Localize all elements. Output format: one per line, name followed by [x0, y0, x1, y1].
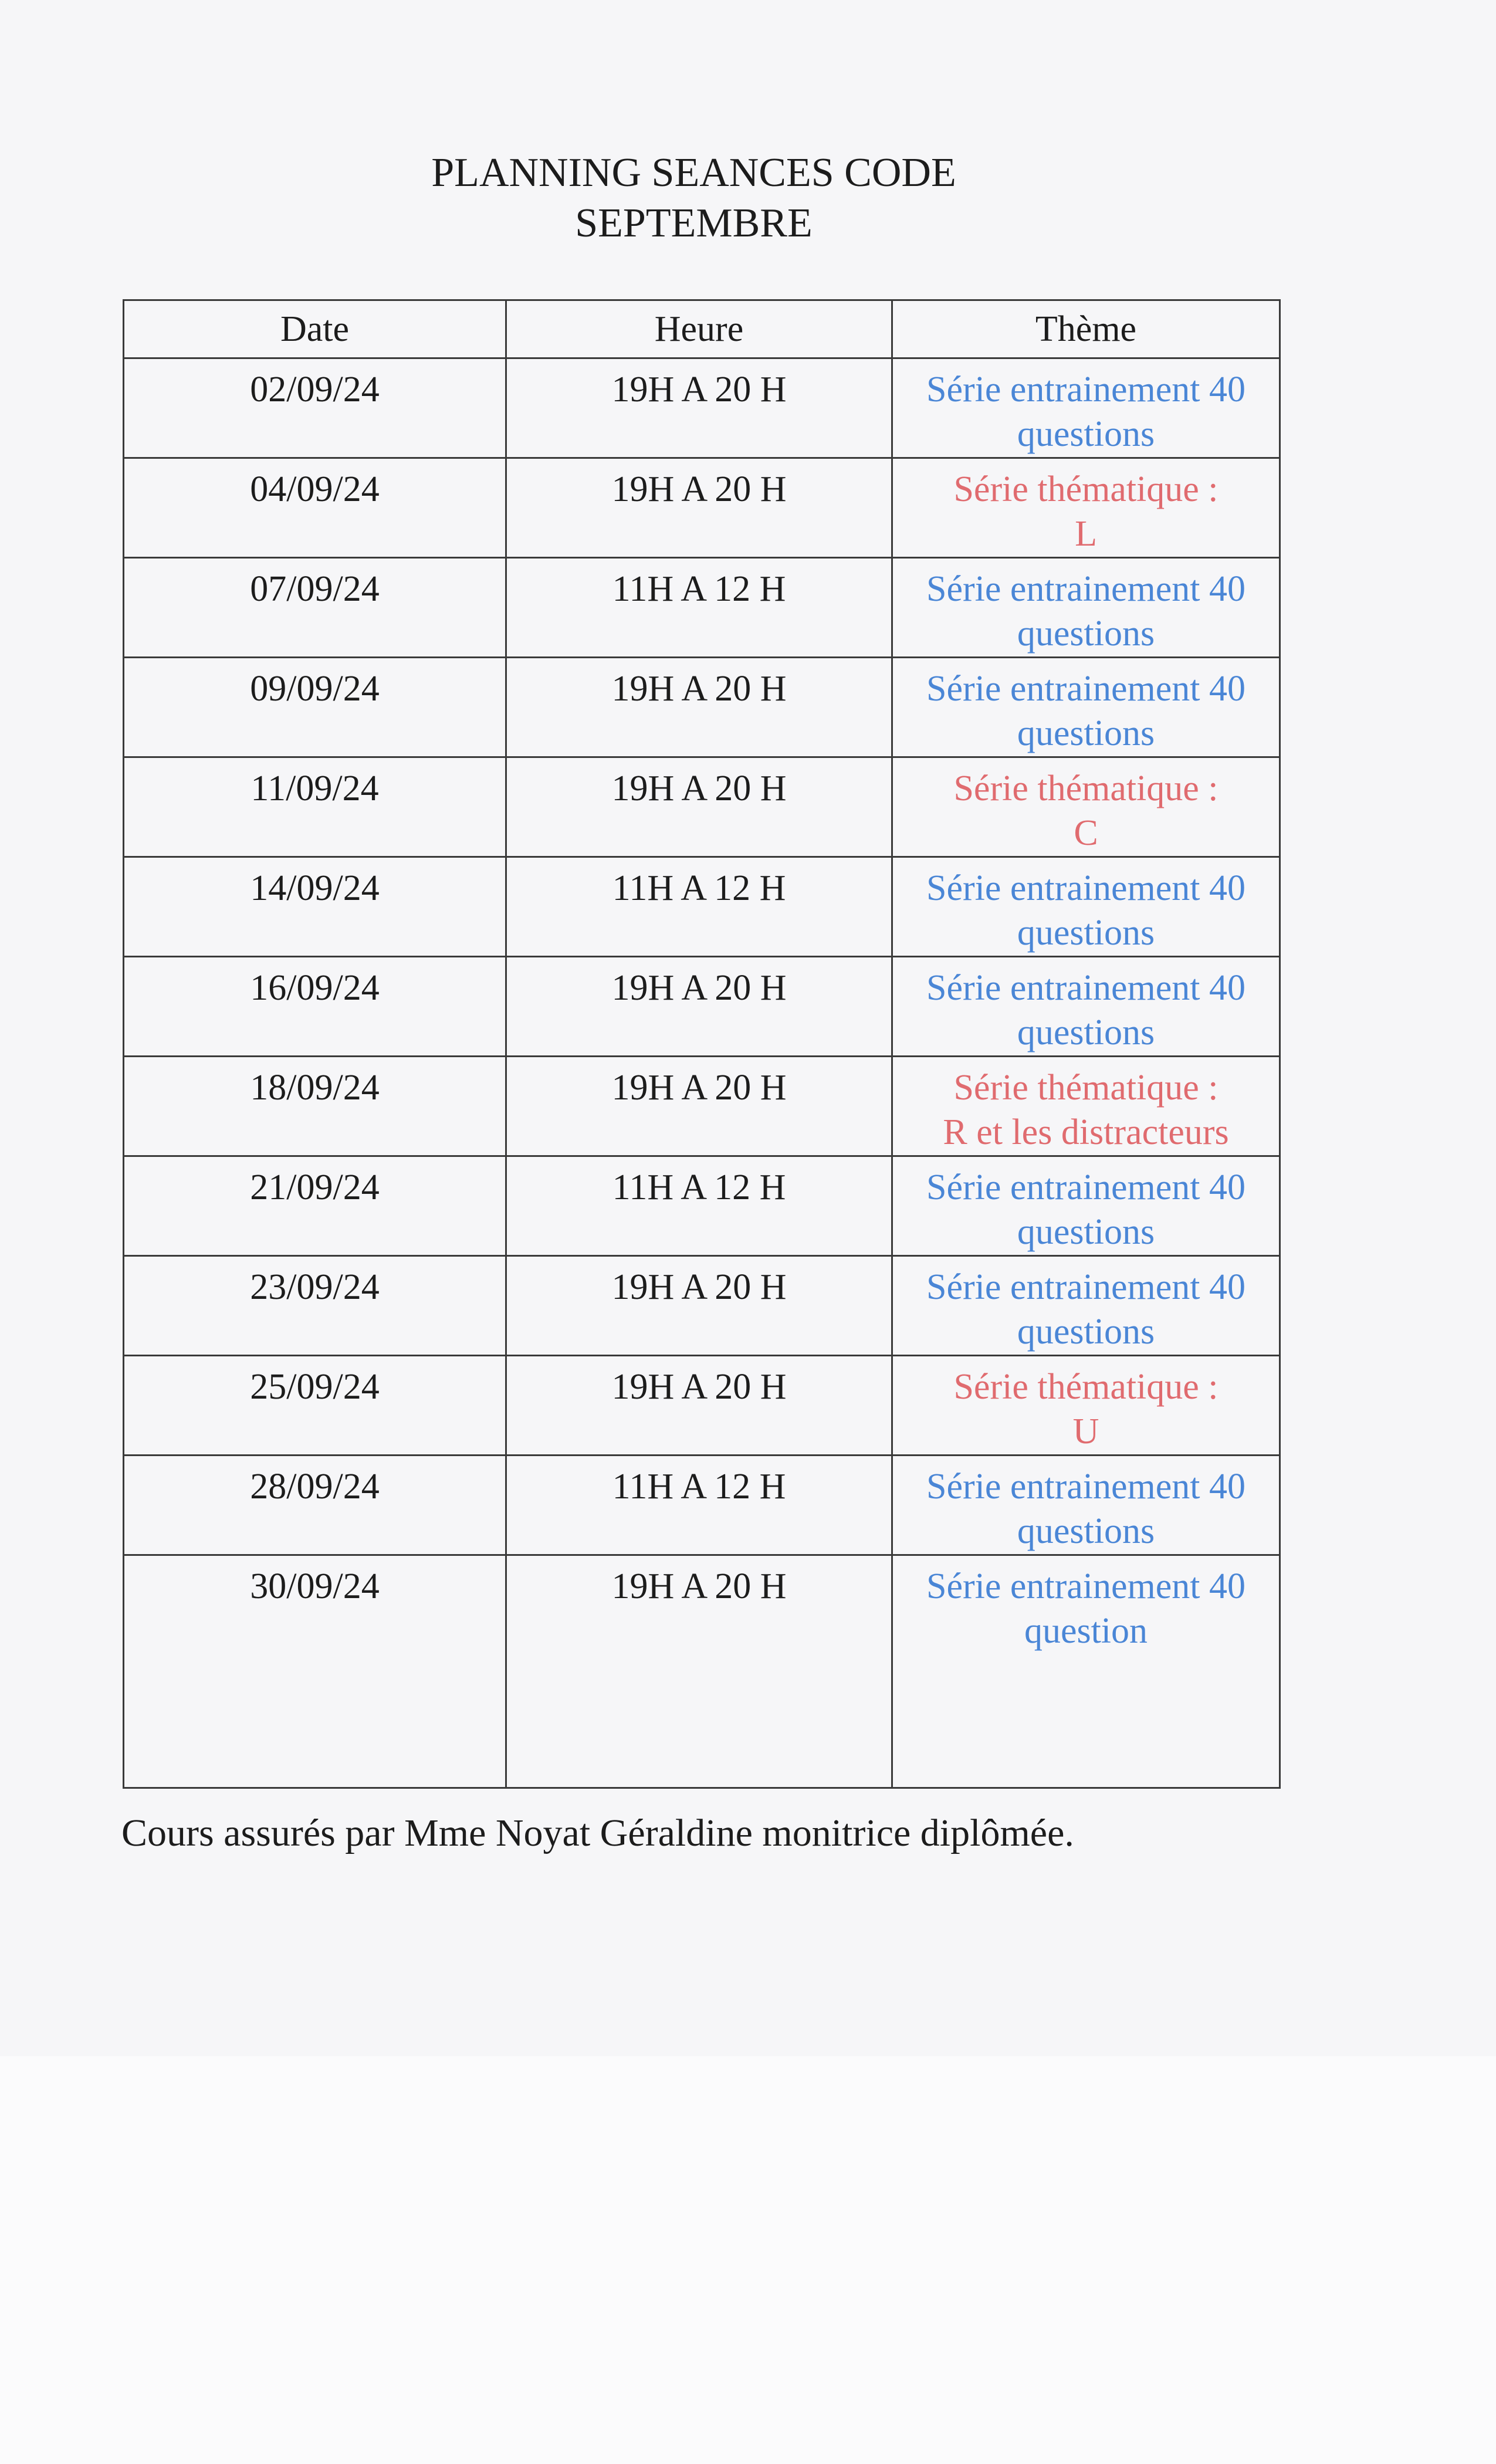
theme-line-2: questions	[1017, 1312, 1155, 1352]
table-row	[124, 1256, 1280, 1356]
theme-line-1: Série thématique :	[953, 1367, 1219, 1407]
theme-line-2: questions	[1017, 1511, 1155, 1551]
cell-theme	[892, 1057, 1280, 1156]
cell-date: 04/09/24	[124, 458, 506, 558]
theme-line-2: L	[1075, 514, 1097, 554]
theme-line-1: Série entrainement 40	[926, 968, 1245, 1008]
footer-note: Cours assurés par Mme Noyat Géraldine monitrice diplômée.	[121, 1812, 1074, 1854]
column-header-theme: Thème	[892, 300, 1280, 358]
theme-line-2: U	[1072, 1412, 1099, 1451]
table-row	[124, 1057, 1280, 1156]
cell-heure: 19H A 20 H	[506, 1256, 892, 1356]
cell-heure: 19H A 20 H	[506, 1555, 892, 1788]
cell-theme	[892, 1456, 1280, 1555]
cell-date: 11/09/24	[124, 757, 506, 857]
cell-theme	[892, 1156, 1280, 1256]
cell-theme	[892, 1356, 1280, 1456]
cell-date: 23/09/24	[124, 1256, 506, 1356]
table-body	[124, 358, 1280, 1788]
theme-line-2: questions	[1017, 913, 1155, 953]
page-title	[0, 148, 1387, 249]
table-row	[124, 458, 1280, 558]
table-row	[124, 1356, 1280, 1456]
theme-line-2: R et les distracteurs	[943, 1112, 1229, 1152]
cell-heure: 11H A 12 H	[506, 1456, 892, 1555]
cell-date: 14/09/24	[124, 857, 506, 957]
theme-line-1: Série entrainement 40	[926, 868, 1245, 908]
table-header-row	[124, 300, 1280, 358]
cell-date: 18/09/24	[124, 1057, 506, 1156]
theme-line-2: questions	[1017, 414, 1155, 454]
table-row	[124, 1156, 1280, 1256]
theme-line-1: Série entrainement 40	[926, 669, 1245, 709]
cell-date: 21/09/24	[124, 1156, 506, 1256]
cell-date: 30/09/24	[124, 1555, 506, 1788]
table-row	[124, 1555, 1280, 1788]
theme-line-1: Série entrainement 40	[926, 1467, 1245, 1507]
cell-date: 28/09/24	[124, 1456, 506, 1555]
cell-theme	[892, 1555, 1280, 1788]
theme-line-1: Série entrainement 40	[926, 370, 1245, 409]
table-row	[124, 857, 1280, 957]
table-row	[124, 957, 1280, 1057]
cell-theme	[892, 658, 1280, 757]
theme-line-1: Série entrainement 40	[926, 569, 1245, 609]
theme-line-2: questions	[1017, 614, 1155, 654]
title-line-1: PLANNING SEANCES CODE	[431, 150, 956, 195]
table-row	[124, 1456, 1280, 1555]
theme-line-1: Série thématique :	[953, 769, 1219, 808]
cell-theme	[892, 757, 1280, 857]
cell-date: 09/09/24	[124, 658, 506, 757]
cell-heure: 19H A 20 H	[506, 1057, 892, 1156]
cell-heure: 19H A 20 H	[506, 458, 892, 558]
cell-theme	[892, 957, 1280, 1057]
table-row	[124, 558, 1280, 658]
table-row	[124, 658, 1280, 757]
cell-date: 02/09/24	[124, 358, 506, 458]
cell-theme	[892, 1256, 1280, 1356]
cell-date: 25/09/24	[124, 1356, 506, 1456]
theme-line-1: Série entrainement 40	[926, 1167, 1245, 1207]
table-row	[124, 757, 1280, 857]
theme-line-2: C	[1074, 813, 1098, 853]
cell-heure: 19H A 20 H	[506, 957, 892, 1057]
cell-heure: 11H A 12 H	[506, 1156, 892, 1256]
cell-heure: 19H A 20 H	[506, 1356, 892, 1456]
theme-line-1: Série thématique :	[953, 1068, 1219, 1108]
cell-heure: 19H A 20 H	[506, 358, 892, 458]
cell-theme	[892, 857, 1280, 957]
theme-line-1: Série entrainement 40	[926, 1267, 1245, 1307]
column-header-date: Date	[124, 300, 506, 358]
cell-heure: 11H A 12 H	[506, 558, 892, 658]
theme-line-2: questions	[1017, 1212, 1155, 1252]
theme-line-1: Série thématique :	[953, 469, 1219, 509]
theme-line-2: questions	[1017, 713, 1155, 753]
title-line-2: SEPTEMBRE	[575, 201, 813, 246]
cell-theme	[892, 358, 1280, 458]
cell-heure: 19H A 20 H	[506, 757, 892, 857]
table-row	[124, 358, 1280, 458]
cell-theme	[892, 458, 1280, 558]
cell-date: 07/09/24	[124, 558, 506, 658]
schedule-table	[123, 299, 1281, 1789]
cell-heure: 11H A 12 H	[506, 857, 892, 957]
cell-heure: 19H A 20 H	[506, 658, 892, 757]
blank-lower-page	[0, 2056, 1496, 2464]
theme-line-2: question	[1024, 1611, 1148, 1651]
theme-line-1: Série entrainement 40	[926, 1566, 1245, 1606]
cell-theme	[892, 558, 1280, 658]
cell-date: 16/09/24	[124, 957, 506, 1057]
theme-line-2: questions	[1017, 1013, 1155, 1052]
column-header-heure: Heure	[506, 300, 892, 358]
